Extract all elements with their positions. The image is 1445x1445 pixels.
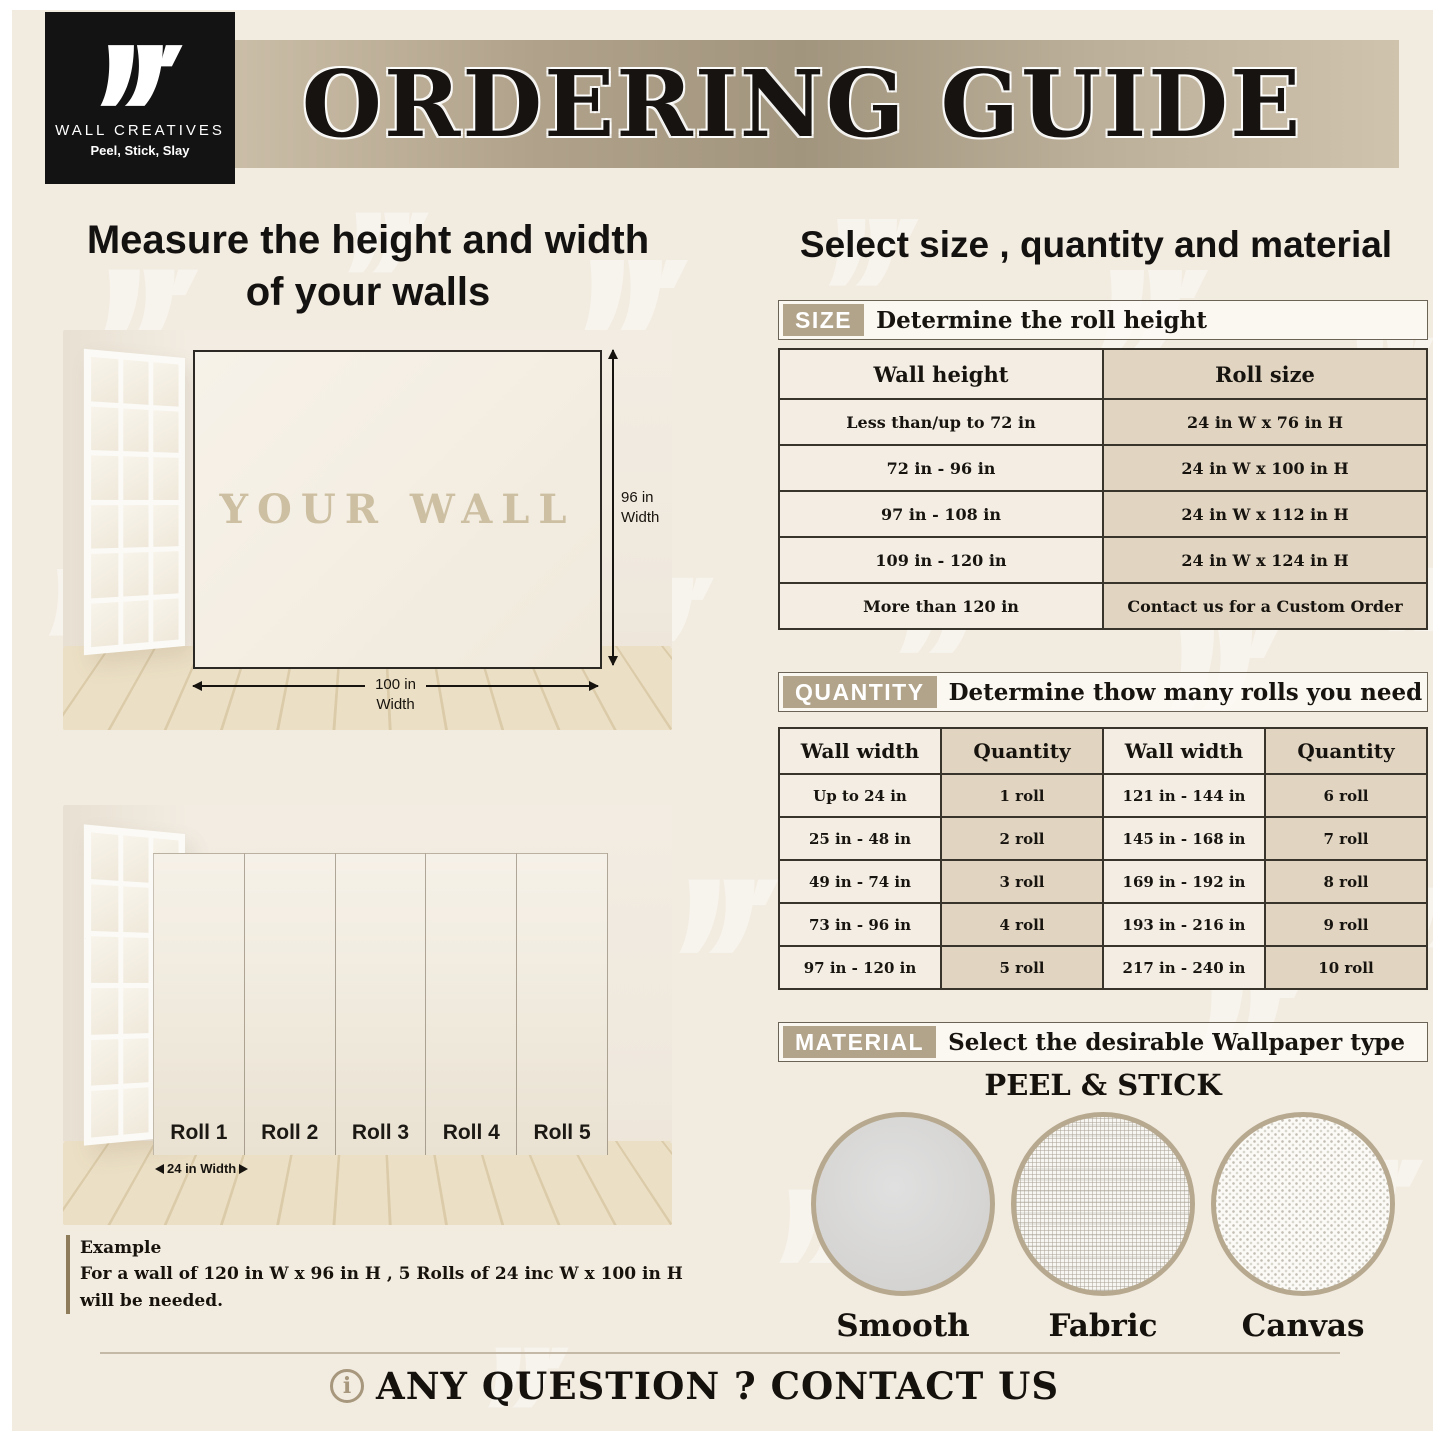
column-header: Roll size <box>1103 349 1427 399</box>
example-note <box>66 1235 700 1314</box>
table-cell: Contact us for a Custom Order <box>1103 583 1427 629</box>
roll-label: Roll 1 <box>170 1121 228 1144</box>
column-header: Quantity <box>1265 728 1427 774</box>
column-header: Wall height <box>779 349 1103 399</box>
table-cell: 145 in - 168 in <box>1103 817 1265 860</box>
table-cell: 193 in - 216 in <box>1103 903 1265 946</box>
table-cell: 2 roll <box>941 817 1103 860</box>
quantity-section-header <box>778 672 1428 712</box>
roll-label: Roll 4 <box>442 1121 500 1144</box>
table-cell: 49 in - 74 in <box>779 860 941 903</box>
roll-panel <box>336 853 427 1155</box>
table-cell: 9 roll <box>1265 903 1427 946</box>
select-heading: Select size , quantity and material <box>799 224 1393 265</box>
column-header: Wall width <box>1103 728 1265 774</box>
material-option-smooth <box>811 1112 995 1344</box>
table-cell: 24 in W x 124 in H <box>1103 537 1427 583</box>
table-cell: 4 roll <box>941 903 1103 946</box>
title-band <box>205 40 1399 168</box>
wall-creatives-logo-icon <box>91 39 189 115</box>
roll-label: Roll 5 <box>533 1121 591 1144</box>
quantity-title: Determine thow many rolls you need <box>948 678 1423 706</box>
wall-measurement-photo <box>63 330 672 730</box>
example-line: will be needed. <box>80 1290 224 1311</box>
right-arrow-icon <box>239 1164 248 1174</box>
table-cell: 121 in - 144 in <box>1103 774 1265 817</box>
column-header: Quantity <box>941 728 1103 774</box>
material-label: Canvas <box>1241 1308 1365 1344</box>
size-section-header <box>778 300 1428 340</box>
info-icon: i <box>330 1369 364 1403</box>
measure-heading: Measure the height and width of your walls <box>86 218 650 314</box>
quantity-table <box>778 727 1428 990</box>
fabric-texture-swatch <box>1011 1112 1195 1296</box>
quantity-badge: QUANTITY <box>783 676 937 708</box>
roll-panel <box>153 853 245 1155</box>
roll-panel <box>517 853 608 1155</box>
brand-logo <box>45 12 235 184</box>
table-cell: 24 in W x 112 in H <box>1103 491 1427 537</box>
window-illustration <box>84 349 185 655</box>
footer-divider <box>100 1352 1340 1354</box>
outlined-wall <box>193 350 602 669</box>
width-measure-label: 100 in Width <box>375 676 416 713</box>
table-cell: Up to 24 in <box>779 774 941 817</box>
roll-label: Roll 2 <box>261 1121 319 1144</box>
left-arrow-icon <box>193 685 365 687</box>
table-cell: 6 roll <box>1265 774 1427 817</box>
table-cell: 73 in - 96 in <box>779 903 941 946</box>
roll-label: Roll 3 <box>351 1121 410 1144</box>
table-cell: 97 in - 108 in <box>779 491 1103 537</box>
roll-width-label: 24 in Width <box>167 1161 237 1176</box>
example-line: For a wall of 120 in W x 96 in H , 5 Rolls of 24 inc W x 100 in H <box>80 1264 683 1285</box>
table-cell: 109 in - 120 in <box>779 537 1103 583</box>
canvas-texture-swatch <box>1211 1112 1395 1296</box>
table-cell: 97 in - 120 in <box>779 946 941 989</box>
table-cell: 5 roll <box>941 946 1103 989</box>
example-title: Example <box>80 1238 162 1258</box>
table-cell: 10 roll <box>1265 946 1427 989</box>
contact-footer <box>330 1364 1059 1408</box>
height-arrow-icon <box>612 350 614 665</box>
table-cell: 169 in - 192 in <box>1103 860 1265 903</box>
table-cell: Less than/up to 72 in <box>779 399 1103 445</box>
table-cell: More than 120 in <box>779 583 1103 629</box>
left-arrow-icon <box>155 1164 164 1174</box>
right-arrow-icon <box>426 685 598 687</box>
roll-panel <box>245 853 336 1155</box>
your-wall-label: YOUR WALL <box>219 486 576 533</box>
size-badge: SIZE <box>783 304 864 336</box>
table-cell: 24 in W x 100 in H <box>1103 445 1427 491</box>
table-cell: 3 roll <box>941 860 1103 903</box>
size-title: Determine the roll height <box>876 306 1207 334</box>
page-title: ORDERING GUIDE <box>301 50 1303 158</box>
material-badge: MATERIAL <box>783 1026 936 1058</box>
table-cell: 7 roll <box>1265 817 1427 860</box>
roll-panel <box>426 853 517 1155</box>
smooth-texture-swatch <box>811 1112 995 1296</box>
material-option-fabric <box>1011 1112 1195 1344</box>
table-cell: 72 in - 96 in <box>779 445 1103 491</box>
brand-name: WALL CREATIVES <box>55 121 225 139</box>
height-measure-label: 96 in Width <box>621 489 660 526</box>
brand-tagline: Peel, Stick, Slay <box>90 142 190 158</box>
table-cell: 24 in W x 76 in H <box>1103 399 1427 445</box>
contact-text: ANY QUESTION ? CONTACT US <box>376 1364 1060 1408</box>
roll-layout-photo <box>63 805 672 1225</box>
material-title: Select the desirable Wallpaper type <box>948 1028 1405 1056</box>
size-table <box>778 348 1428 630</box>
roll-panels <box>153 853 608 1155</box>
peel-and-stick-label: PEEL & STICK <box>984 1068 1222 1102</box>
table-cell: 217 in - 240 in <box>1103 946 1265 989</box>
material-label: Smooth <box>836 1308 970 1344</box>
table-cell: 25 in - 48 in <box>779 817 941 860</box>
material-label: Fabric <box>1048 1308 1158 1344</box>
roll-width-measure <box>155 1161 248 1176</box>
material-swatches <box>778 1112 1428 1344</box>
material-section-header <box>778 1022 1428 1062</box>
width-measure <box>193 675 598 714</box>
table-cell: 8 roll <box>1265 860 1427 903</box>
table-cell: 1 roll <box>941 774 1103 817</box>
material-option-canvas <box>1211 1112 1395 1344</box>
column-header: Wall width <box>779 728 941 774</box>
